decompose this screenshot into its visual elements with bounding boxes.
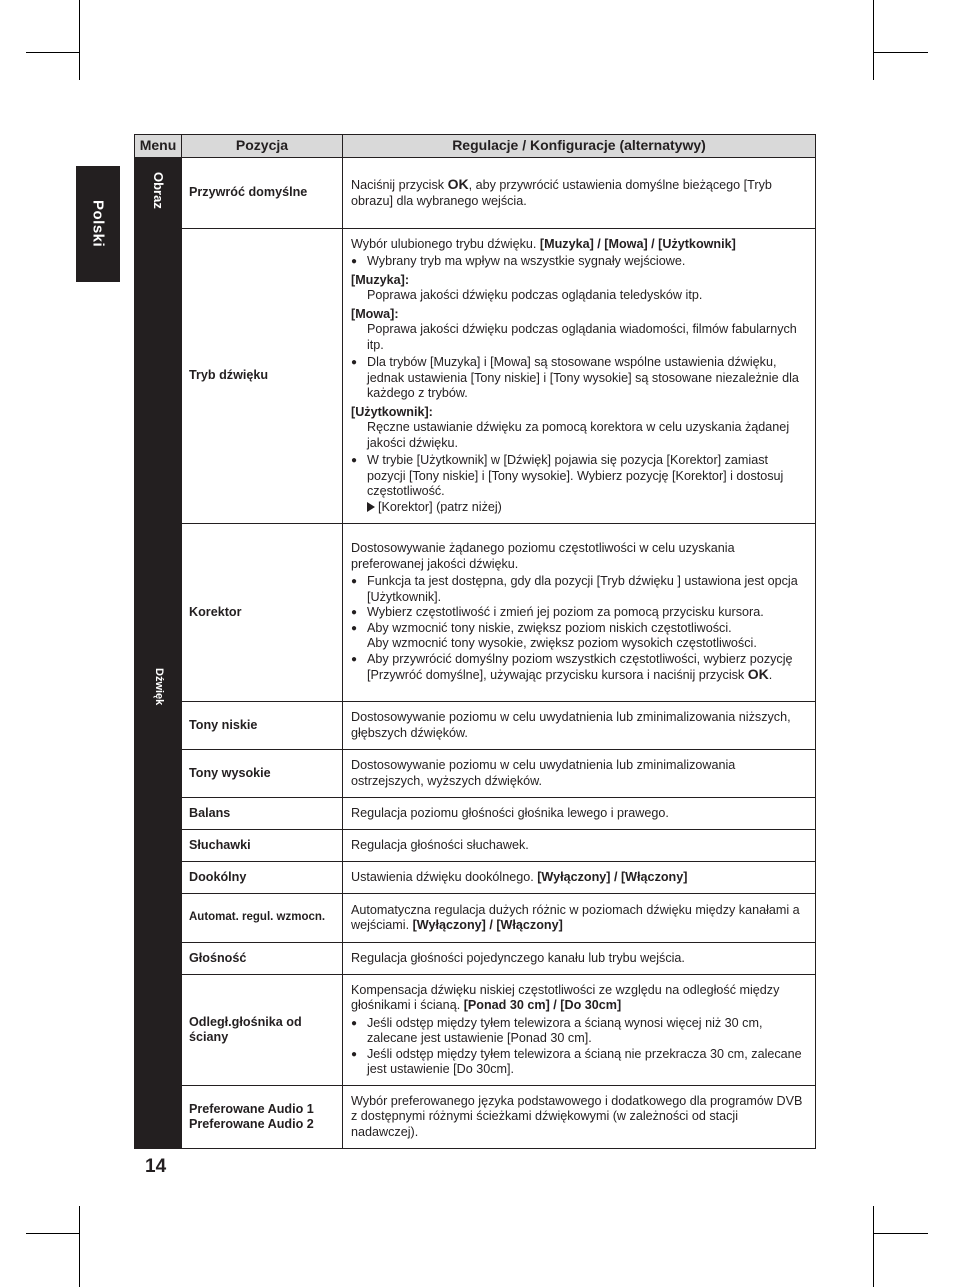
crop-mark — [874, 52, 928, 53]
item-name: Głośność — [182, 943, 343, 975]
table-row — [135, 975, 816, 1086]
menu-dzwiek — [135, 229, 182, 1149]
item-description: Kompensacja dźwięku niskiej częstotliwości ze względu na odległość między głośnikami i ścianą. [Ponad 30 cm] / [Do 30cm] ● Jeśli odstęp między tyłem telewizora a ścianą wynosi więcej niż 30 cm, zalecane jest ustawienie [Ponad 30 cm]. ● Jeśli odstęp między tyłem telewizora a ścianą nie przekracza 30 cm, zalecane jest ustawienie [Do 30cm]. — [343, 975, 816, 1086]
crop-mark — [874, 1233, 928, 1234]
table-row — [135, 229, 816, 524]
item-name: Dookólny — [182, 862, 343, 894]
table-row — [135, 943, 816, 975]
item-name: Preferowane Audio 1 Preferowane Audio 2 — [182, 1086, 343, 1149]
page-number: 14 — [145, 1156, 167, 1177]
header-menu: Menu — [135, 135, 182, 158]
item-description: Dostosowywanie żądanego poziomu częstotliwości w celu uzyskania preferowanej jakości dźwięku. ● Funkcja ta jest dostępna, gdy dla pozycji [Tryb dźwięku ] ustawiona jest opcja [Użytkownik]. ● Wybierz częstotliwość i zmień jej poziom za pomocą przycisku kursora. ● Aby wzmocnić tony niskie, zwiększ poziom niskich częstotliwości. Aby wzmocnić tony wysokie, zwiększ poziom wysokich częstotliwości. ● Aby przywrócić domyślny poziom wszystkich częstotliwości, wybierz pozycję [Przywróć domyślne], używając przycisku kursora i naciśnij przycisk OK. — [343, 524, 816, 702]
table-row — [135, 1086, 816, 1149]
item-name: Balans — [182, 798, 343, 830]
language-label: Polski — [89, 200, 107, 248]
item-description: Automatyczna regulacja dużych różnic w poziomach dźwięku między kanałami a wejściami. [Wyłączony] / [Włączony] — [343, 894, 816, 943]
item-description: Wybór preferowanego języka podstawowego i dodatkowego dla programów DVB z dostępnymi różnymi ścieżkami dźwiękowymi (w zależności od stacji nadawczej). — [343, 1086, 816, 1149]
crop-mark — [26, 52, 80, 53]
header-settings: Regulacje / Konfiguracje (alternatywy) — [343, 135, 816, 158]
table-header-row — [135, 135, 816, 158]
item-name: Odległ.głośnika od ściany — [182, 975, 343, 1086]
menu-dzwiek-label: Dźwięk — [152, 667, 165, 705]
table-row — [135, 750, 816, 798]
crop-mark — [873, 0, 874, 80]
table-row — [135, 798, 816, 830]
crop-mark — [79, 1206, 80, 1287]
table-row — [135, 830, 816, 862]
item-description: Regulacja głośności słuchawek. — [343, 830, 816, 862]
table-row — [135, 702, 816, 750]
item-description: Regulacja poziomu głośności głośnika lewego i prawego. — [343, 798, 816, 830]
settings-table — [134, 134, 816, 1149]
language-tab — [76, 166, 120, 282]
item-description: Regulacja głośności pojedynczego kanału lub trybu wejścia. — [343, 943, 816, 975]
item-name: Słuchawki — [182, 830, 343, 862]
crop-mark — [873, 1206, 874, 1287]
item-name: Korektor — [182, 524, 343, 702]
item-name: Automat. regul. wzmocn. — [182, 894, 343, 943]
table-row — [135, 524, 816, 702]
item-description: Ustawienia dźwięku dookólnego. [Wyłączony] / [Włączony] — [343, 862, 816, 894]
menu-obraz — [135, 158, 182, 229]
menu-obraz-label: Obraz — [150, 172, 166, 210]
item-description: Dostosowywanie poziomu w celu uwydatnienia lub zminimalizowania niższych, głębszych dźwięków. — [343, 702, 816, 750]
crop-mark — [26, 1233, 80, 1234]
item-description: Wybór ulubionego trybu dźwięku. [Muzyka] / [Mowa] / [Użytkownik] ● Wybrany tryb ma wpływ na wszystkie sygnały wejściowe. [Muzyka]: Poprawa jakości dźwięku podczas oglądania teledysków itp. [Mowa]: Poprawa jakości dźwięku podczas oglądania wiadomości, filmów fabularnych itp. ● Dla trybów [Muzyka] i [Mowa] są stosowane wspólne ustawienia dźwięku, jednak ustawienia [Tony niskie] i [Tony wysokie] są stosowane niezależnie dla każdego z trybów. [Użytkownik]: Ręczne ustawianie dźwięku za pomocą korektora w celu uzyskania żądanej jakości dźwięku. ● W trybie [Użytkownik] w [Dźwięk] pojawia się pozycja [Korektor] zamiast pozycji [Tony niskie] i [Tony wysokie]. Wybierz pozycję [Korektor] i dostosuj częstotliwość. [Korektor] (patrz niżej) — [343, 229, 816, 524]
arrow-right-icon — [367, 502, 375, 512]
table-row — [135, 158, 816, 229]
header-item: Pozycja — [182, 135, 343, 158]
item-description: Naciśnij przycisk OK, aby przywrócić ustawienia domyślne bieżącego [Tryb obrazu] dla wybranego wejścia. — [343, 158, 816, 229]
crop-mark — [79, 0, 80, 80]
table-row — [135, 862, 816, 894]
item-name: Tony wysokie — [182, 750, 343, 798]
item-name: Przywróć domyślne — [182, 158, 343, 229]
item-description: Dostosowywanie poziomu w celu uwydatnienia lub zminimalizowania ostrzejszych, wyższych dźwięków. — [343, 750, 816, 798]
item-name: Tryb dźwięku — [182, 229, 343, 524]
item-name: Tony niskie — [182, 702, 343, 750]
table-row — [135, 894, 816, 943]
